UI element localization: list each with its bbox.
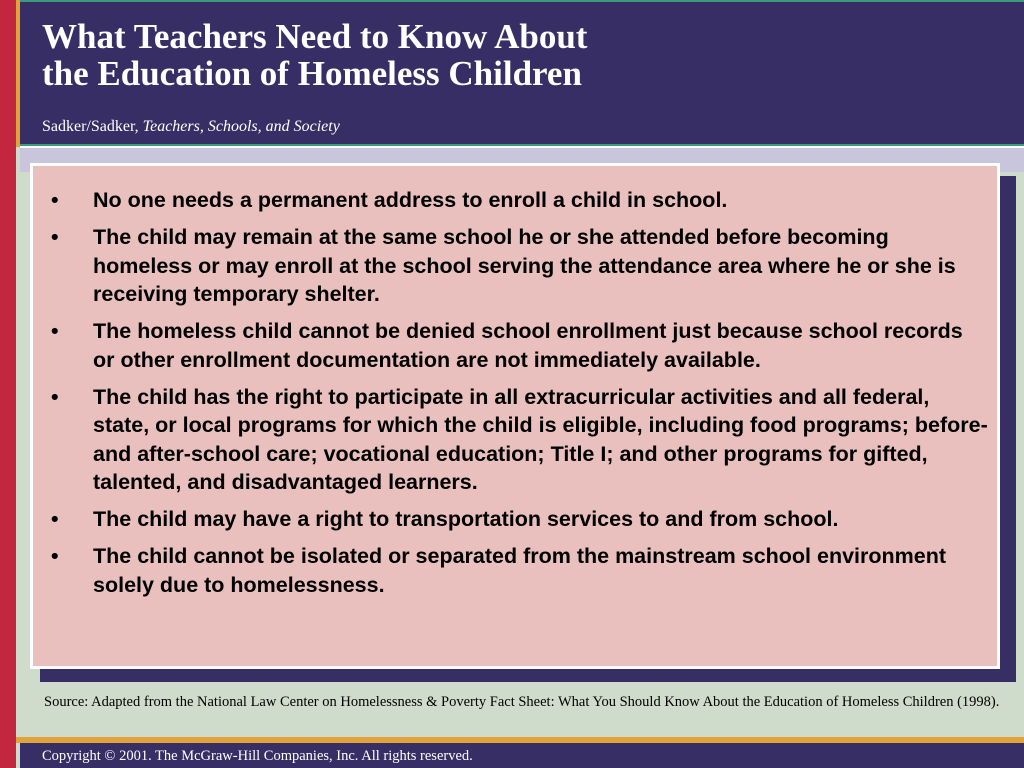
bullet-item [49,383,989,497]
left-accent-bar-red [0,0,16,768]
bullet-text: The homeless child cannot be denied school enrollment just because school records or other enrollment documentation are not immediately available. [93,319,963,372]
bullet-point-icon: • [51,544,59,568]
slide-footer [20,743,1024,768]
author-name: Sadker/Sadker, [42,118,143,135]
slide-title [42,18,587,92]
bullet-item [49,223,989,309]
bullet-point-icon: • [51,225,59,249]
bullet-list [49,186,989,608]
bullet-text: The child may remain at the same school he or she attended before becoming homeless or may enroll at the school serving the attendance area where he or she is receiving temporary shelter. [93,225,956,306]
content-box [30,163,1000,669]
slide-header [20,0,1024,146]
bullet-text: No one needs a permanent address to enroll a child in school. [93,188,728,212]
bullet-item [49,186,989,215]
bullet-point-icon: • [51,188,59,212]
bullet-text: The child may have a right to transportation services to and from school. [93,507,839,531]
book-title: Teachers, Schools, and Society [142,118,340,135]
slide-subtitle [42,118,340,136]
bullet-item [49,542,989,599]
bullet-item [49,317,989,374]
slide-title-line-1: What Teachers Need to Know About [42,17,588,56]
bullet-point-icon: • [51,507,59,531]
source-citation: Source: Adapted from the National Law Center on Homelessness & Poverty Fact Sheet: What You Should Know About the Education of Homeless Children (1998). [44,694,1000,710]
copyright-notice: Copyright © 2001. The McGraw-Hill Companies, Inc. All rights reserved. [42,748,473,764]
bullet-text: The child has the right to participate in all extracurricular activities and all federal, state, or local programs for which the child is eligible, including food programs; before- and after-school care; vocational education; Title I; and other programs for gifted, talented, and disadvantaged learners. [93,384,988,494]
bullet-item [49,505,989,534]
bullet-text: The child cannot be isolated or separated from the mainstream school environment solely due to homelessness. [93,544,947,597]
bullet-point-icon: • [51,319,59,343]
bullet-point-icon: • [51,384,59,409]
slide-title-line-2: the Education of Homeless Children [42,54,582,93]
